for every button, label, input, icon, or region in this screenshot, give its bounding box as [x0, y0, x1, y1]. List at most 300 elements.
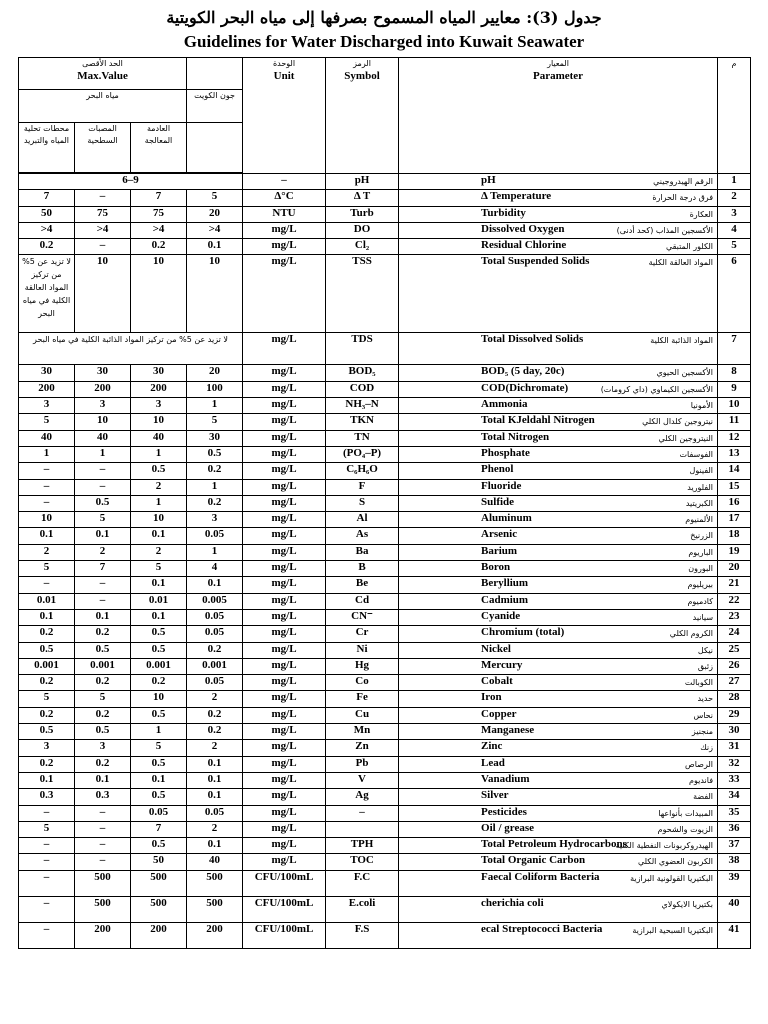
table-row	[19, 446, 751, 462]
value-treated: 2	[131, 544, 187, 560]
value-surface: 0.5	[75, 724, 131, 740]
table-row	[19, 789, 751, 805]
row-number: 6	[718, 255, 751, 333]
symbol-cell: Cl₂	[326, 239, 399, 255]
value-surface: –	[75, 821, 131, 837]
value-desal: –	[19, 838, 75, 854]
value-desal: 2	[19, 544, 75, 560]
table-row	[19, 333, 751, 365]
value-surface: 0.5	[75, 642, 131, 658]
parameter-cell	[399, 446, 718, 462]
row-number: 21	[718, 577, 751, 593]
parameter-en: Cyanide	[481, 609, 521, 622]
value-surface: 75	[75, 206, 131, 222]
table-row	[19, 691, 751, 707]
parameter-ar: الكبريتيد	[685, 498, 714, 508]
parameter-en: Mercury	[481, 658, 523, 671]
parameter-cell	[399, 255, 718, 333]
value-desal: 50	[19, 206, 75, 222]
row-number: 27	[718, 675, 751, 691]
parameter-en: Iron	[481, 691, 502, 704]
value-treated: 7	[131, 190, 187, 206]
value-desal: 0.2	[19, 239, 75, 255]
parameter-cell	[399, 870, 718, 896]
value-surface: 30	[75, 365, 131, 381]
symbol-cell: Cd	[326, 593, 399, 609]
value-surface: 500	[75, 896, 131, 922]
unit-cell: CFU/100mL	[243, 870, 326, 896]
max-value-header: الحد الأقصى Max.Value	[19, 58, 187, 90]
unit-cell: mg/L	[243, 707, 326, 723]
parameter-ar: البكتيريا السبحية البرازية	[632, 925, 714, 935]
parameter-cell	[399, 528, 718, 544]
parameter-ar: فانديوم	[689, 775, 714, 785]
row-number: 33	[718, 772, 751, 788]
row-number: 41	[718, 922, 751, 948]
value-bay: 500	[187, 896, 243, 922]
parameter-cell	[399, 691, 718, 707]
value-surface: 0.5	[75, 495, 131, 511]
symbol-cell: BOD₅	[326, 365, 399, 381]
row-number: 7	[718, 333, 751, 365]
value-bay: 2	[187, 691, 243, 707]
value-treated: 200	[131, 922, 187, 948]
value-treated: 1	[131, 724, 187, 740]
table-body	[19, 58, 751, 949]
parameter-ar: الرصاص	[685, 759, 714, 769]
value-desal: 0.2	[19, 756, 75, 772]
value-desal: –	[19, 922, 75, 948]
parameter-en: Δ Temperature	[481, 190, 552, 203]
parameter-en: Beryllium	[481, 577, 529, 590]
row-number: 9	[718, 381, 751, 397]
unit-cell: mg/L	[243, 854, 326, 870]
value-desal: 0.5	[19, 724, 75, 740]
row-number: 4	[718, 222, 751, 238]
row-number: 16	[718, 495, 751, 511]
table-row	[19, 190, 751, 206]
unit-cell: mg/L	[243, 626, 326, 642]
table-row	[19, 772, 751, 788]
table-row	[19, 658, 751, 674]
row-number: 14	[718, 463, 751, 479]
desal-header: محطات تحلية المياه والتبريد	[19, 123, 75, 173]
parameter-en: Phosphate	[481, 446, 530, 459]
value-surface: –	[75, 838, 131, 854]
value-bay: 0.001	[187, 658, 243, 674]
parameter-cell	[399, 642, 718, 658]
table-row	[19, 838, 751, 854]
value-surface: –	[75, 577, 131, 593]
parameter-ar: الأكسجين الحيوي	[656, 368, 714, 378]
value-bay: 0.05	[187, 528, 243, 544]
parameter-ar: الكوبالت	[684, 678, 714, 688]
parameter-en: Sulfide	[481, 495, 515, 508]
value-bay: 40	[187, 854, 243, 870]
value-treated: 0.001	[131, 658, 187, 674]
parameter-cell	[399, 333, 718, 365]
unit-cell: mg/L	[243, 430, 326, 446]
value-desal: لا تزيد عن 5% من تركيز المواد العالقة الكلية في مياه البحر	[19, 255, 75, 333]
parameter-ar: بكتيريا الايكولاي	[661, 899, 714, 909]
table-row	[19, 174, 751, 190]
parameter-ar: الكربون العضوي الكلي	[637, 857, 714, 867]
parameter-header: المعيار Parameter	[399, 58, 718, 174]
table-row	[19, 642, 751, 658]
parameter-ar: العكارة	[689, 209, 714, 219]
parameter-cell	[399, 675, 718, 691]
value-surface: –	[75, 593, 131, 609]
parameter-cell	[399, 789, 718, 805]
unit-cell: mg/L	[243, 789, 326, 805]
table-row	[19, 854, 751, 870]
table-row	[19, 724, 751, 740]
unit-cell: mg/L	[243, 675, 326, 691]
value-bay: 0.2	[187, 495, 243, 511]
value-treated: 0.1	[131, 609, 187, 625]
symbol-cell: TDS	[326, 333, 399, 365]
value-treated: 40	[131, 430, 187, 446]
value-surface: 5	[75, 512, 131, 528]
symbol-cell: B	[326, 561, 399, 577]
value-bay: 0.1	[187, 756, 243, 772]
parameter-en: COD(Dichromate)	[481, 381, 569, 394]
row-number: 40	[718, 896, 751, 922]
table-row	[19, 593, 751, 609]
value-treated: 7	[131, 821, 187, 837]
value-desal: –	[19, 577, 75, 593]
symbol-cell: F.C	[326, 870, 399, 896]
parameter-en: Arsenic	[481, 528, 518, 541]
parameter-cell	[399, 821, 718, 837]
symbol-cell: DO	[326, 222, 399, 238]
value-bay: 200	[187, 922, 243, 948]
value-surface: –	[75, 239, 131, 255]
row-number: 22	[718, 593, 751, 609]
parameter-en: Barium	[481, 544, 518, 557]
value-treated: >4	[131, 222, 187, 238]
row-number: 1	[718, 174, 751, 190]
value-surface: –	[75, 805, 131, 821]
value-desal: 5	[19, 691, 75, 707]
value-bay: >4	[187, 222, 243, 238]
parameter-en: Cadmium	[481, 593, 529, 606]
value-treated: 10	[131, 512, 187, 528]
value-surface: –	[75, 190, 131, 206]
parameter-ar: الفلوريد	[687, 482, 714, 492]
parameter-ar: الكلور المتبقي	[665, 242, 714, 252]
parameter-en: Total Petroleum Hydrocarbons	[481, 838, 627, 851]
table-row	[19, 381, 751, 397]
parameter-cell	[399, 626, 718, 642]
parameter-ar: بيريليوم	[687, 580, 714, 590]
parameter-ar: الأكسجين الكيماوي (داي كرومات)	[600, 384, 714, 394]
unit-cell: mg/L	[243, 333, 326, 365]
value-surface: >4	[75, 222, 131, 238]
value-treated: 10	[131, 691, 187, 707]
parameter-cell	[399, 222, 718, 238]
row-number: 18	[718, 528, 751, 544]
table-row	[19, 756, 751, 772]
parameter-ar: الفينول	[689, 466, 714, 476]
symbol-cell: E.coli	[326, 896, 399, 922]
row-number: 23	[718, 609, 751, 625]
value-bay: 0.005	[187, 593, 243, 609]
value-desal: 0.2	[19, 675, 75, 691]
parameter-en: Total Organic Carbon	[481, 854, 586, 867]
row-number: 3	[718, 206, 751, 222]
value-desal: 200	[19, 381, 75, 397]
parameter-cell	[399, 724, 718, 740]
row-number: 35	[718, 805, 751, 821]
row-number: 13	[718, 446, 751, 462]
value-treated: 5	[131, 561, 187, 577]
symbol-cell: COD	[326, 381, 399, 397]
symbol-cell: –	[326, 805, 399, 821]
unit-cell: mg/L	[243, 805, 326, 821]
parameter-ar: الأكسجين المذاب (كحد أدنى)	[616, 225, 714, 235]
parameter-cell	[399, 239, 718, 255]
header-row-1	[19, 58, 751, 90]
unit-cell: mg/L	[243, 756, 326, 772]
parameter-ar: الرقم الهيدروجيني	[653, 177, 714, 186]
symbol-cell: F	[326, 479, 399, 495]
value-surface: –	[75, 479, 131, 495]
symbol-cell: Ag	[326, 789, 399, 805]
value-bay: 3	[187, 512, 243, 528]
value-treated: 0.5	[131, 789, 187, 805]
row-number: 28	[718, 691, 751, 707]
value-treated: 1	[131, 446, 187, 462]
unit-cell: mg/L	[243, 561, 326, 577]
symbol-cell: TKN	[326, 414, 399, 430]
value-desal: 7	[19, 190, 75, 206]
row-number: 8	[718, 365, 751, 381]
value-surface: 3	[75, 740, 131, 756]
parameter-en: ecal Streptococci Bacteria	[481, 922, 603, 935]
parameter-cell	[399, 381, 718, 397]
parameter-cell	[399, 512, 718, 528]
parameter-en: pH	[481, 174, 496, 186]
value-desal: 0.2	[19, 626, 75, 642]
table-row	[19, 463, 751, 479]
symbol-cell: V	[326, 772, 399, 788]
symbol-cell: Ba	[326, 544, 399, 560]
unit-cell: mg/L	[243, 544, 326, 560]
value-treated: 50	[131, 854, 187, 870]
parameter-ar: البكتيريا القولونية البرازية	[630, 873, 714, 883]
row-number: 19	[718, 544, 751, 560]
parameter-ar: منجنيز	[691, 727, 714, 737]
value-bay: 0.1	[187, 239, 243, 255]
table-row	[19, 609, 751, 625]
parameter-en: Nickel	[481, 642, 511, 655]
row-number: 37	[718, 838, 751, 854]
value-desal: 0.5	[19, 642, 75, 658]
parameter-cell	[399, 206, 718, 222]
parameter-ar: الأمونيا	[690, 401, 714, 411]
value-treated: 5	[131, 740, 187, 756]
value-surface: 10	[75, 255, 131, 333]
unit-cell: mg/L	[243, 446, 326, 462]
symbol-cell: Δ T	[326, 190, 399, 206]
row-number: 34	[718, 789, 751, 805]
parameter-en: Zinc	[481, 740, 503, 753]
parameter-ar: كادميوم	[687, 596, 714, 606]
table-row	[19, 398, 751, 414]
value-bay: 30	[187, 430, 243, 446]
parameter-en: Dissolved Oxygen	[481, 222, 565, 235]
unit-cell: mg/L	[243, 821, 326, 837]
unit-cell: mg/L	[243, 255, 326, 333]
parameter-cell	[399, 772, 718, 788]
value-bay: 0.05	[187, 626, 243, 642]
parameter-ar: الزرنيخ	[690, 531, 714, 541]
parameter-en: Cobalt	[481, 675, 513, 688]
table-row	[19, 528, 751, 544]
symbol-cell: Be	[326, 577, 399, 593]
symbol-cell: TSS	[326, 255, 399, 333]
parameter-cell	[399, 854, 718, 870]
table-row	[19, 577, 751, 593]
row-number: 2	[718, 190, 751, 206]
row-number: 30	[718, 724, 751, 740]
bay-sub-header	[187, 123, 243, 173]
value-bay: 100	[187, 381, 243, 397]
value-treated: 0.01	[131, 593, 187, 609]
table-row	[19, 707, 751, 723]
unit-cell: mg/L	[243, 593, 326, 609]
value-surface: 0.001	[75, 658, 131, 674]
value-bay: 0.5	[187, 446, 243, 462]
value-desal: >4	[19, 222, 75, 238]
parameter-cell	[399, 896, 718, 922]
unit-cell: mg/L	[243, 239, 326, 255]
number-header: م	[718, 58, 751, 174]
parameter-cell	[399, 414, 718, 430]
table-row	[19, 206, 751, 222]
seawater-header: مياه البحر	[19, 90, 187, 123]
unit-cell: mg/L	[243, 463, 326, 479]
value-bay: 4	[187, 561, 243, 577]
parameter-cell	[399, 593, 718, 609]
row-number: 24	[718, 626, 751, 642]
row-number: 32	[718, 756, 751, 772]
value-desal: –	[19, 870, 75, 896]
unit-cell: mg/L	[243, 528, 326, 544]
parameter-ar: سيانيد	[692, 612, 714, 622]
table-row	[19, 365, 751, 381]
row-number: 11	[718, 414, 751, 430]
symbol-header: الرمز Symbol	[326, 58, 399, 174]
unit-cell: mg/L	[243, 414, 326, 430]
symbol-cell: S	[326, 495, 399, 511]
value-bay: 0.2	[187, 707, 243, 723]
value-treated: 2	[131, 479, 187, 495]
parameter-ar: المبيدات بأنواعها	[658, 808, 714, 818]
value-surface: 0.2	[75, 626, 131, 642]
symbol-cell: (PO₄–P)	[326, 446, 399, 462]
unit-cell: mg/L	[243, 642, 326, 658]
value-bay: 0.1	[187, 577, 243, 593]
table-row	[19, 255, 751, 333]
unit-cell: –	[243, 174, 326, 190]
value-bay: 0.1	[187, 789, 243, 805]
parameter-en: Residual Chlorine	[481, 239, 567, 252]
parameter-ar: الهيدروكربونات النفطية الكلية	[615, 841, 714, 851]
unit-cell: mg/L	[243, 772, 326, 788]
symbol-cell	[326, 821, 399, 837]
value-surface: 7	[75, 561, 131, 577]
value-surface: 0.3	[75, 789, 131, 805]
value-surface: 3	[75, 398, 131, 414]
parameter-en: Total Dissolved Solids	[481, 333, 584, 346]
parameter-en: Aluminum	[481, 512, 532, 525]
value-desal: 0.001	[19, 658, 75, 674]
row-number: 17	[718, 512, 751, 528]
value-desal: –	[19, 479, 75, 495]
value-treated: 75	[131, 206, 187, 222]
value-desal: 5	[19, 414, 75, 430]
parameter-ar: المواد الذائبة الكلية	[650, 336, 714, 346]
parameter-en: Manganese	[481, 724, 535, 737]
parameter-en: Boron	[481, 561, 511, 574]
value-bay: 0.05	[187, 805, 243, 821]
value-bay: 0.2	[187, 463, 243, 479]
value-desal: 0.1	[19, 528, 75, 544]
table-row	[19, 626, 751, 642]
parameter-cell	[399, 609, 718, 625]
symbol-cell: Cr	[326, 626, 399, 642]
parameter-cell	[399, 430, 718, 446]
symbol-cell: Al	[326, 512, 399, 528]
symbol-cell: Ni	[326, 642, 399, 658]
value-treated: 500	[131, 896, 187, 922]
row-number: 5	[718, 239, 751, 255]
unit-cell: mg/L	[243, 495, 326, 511]
unit-cell: NTU	[243, 206, 326, 222]
symbol-cell: Turb	[326, 206, 399, 222]
value-treated: 3	[131, 398, 187, 414]
guidelines-table	[18, 57, 751, 949]
value-treated: 10	[131, 255, 187, 333]
table-row	[19, 805, 751, 821]
table-row	[19, 430, 751, 446]
unit-cell: mg/L	[243, 691, 326, 707]
value-surface: 2	[75, 544, 131, 560]
unit-cell: mg/L	[243, 512, 326, 528]
parameter-ar: الكروم الكلي	[669, 629, 714, 639]
symbol-cell: TOC	[326, 854, 399, 870]
symbol-cell: Hg	[326, 658, 399, 674]
parameter-ar: النيتروجين الكلي	[658, 433, 714, 443]
symbol-cell: Co	[326, 675, 399, 691]
row-number: 10	[718, 398, 751, 414]
value-treated: 200	[131, 381, 187, 397]
value-bay: 2	[187, 821, 243, 837]
parameter-cell	[399, 544, 718, 560]
row-number: 36	[718, 821, 751, 837]
value-surface: 0.2	[75, 707, 131, 723]
value-treated: 0.5	[131, 463, 187, 479]
parameter-cell	[399, 561, 718, 577]
symbol-cell: Mn	[326, 724, 399, 740]
parameter-ar: حديد	[697, 694, 714, 704]
unit-cell: mg/L	[243, 740, 326, 756]
parameter-en: Total Nitrogen	[481, 430, 550, 443]
parameter-en: Turbidity	[481, 206, 526, 219]
value-bay: 0.1	[187, 838, 243, 854]
